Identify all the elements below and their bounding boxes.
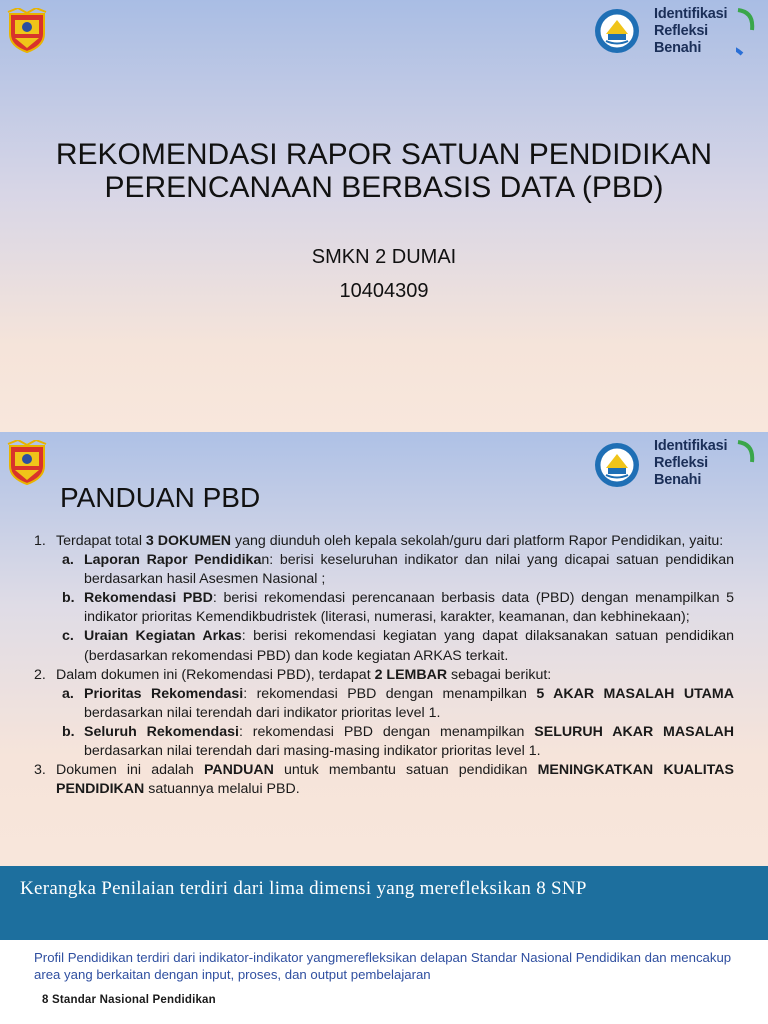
sub-item: c. Uraian Kegiatan Arkas: berisi rekomendasi kegiatan yang dapat dilaksanakan satuan pendidikan (berdasarkan rekomendasi PBD) dan kode kegiatan ARKAS terkait. [62,628,734,664]
sub-item: b. Seluruh Rekomendasi: rekomendasi PBD dengan menampilkan SELURUH AKAR MASALAH berdasarkan nilai terendah dari masing-masing indikator prioritas level 1. [62,723,734,760]
item-text: Dokumen ini adalah PANDUAN untuk membantu satuan pendidikan MENINGKATKAN KUALITAS PENDIDIKAN satuannya melalui PBD. [56,762,734,798]
sub-item: a. Laporan Rapor Pendidikan: berisi keseluruhan indikator dan nilai yang dicapai satuan pendidikan berdasarkan hasil Asesmen Nasional ; [62,552,734,588]
guide-slide [0,432,768,866]
cover-title-line1: REKOMENDASI RAPOR SATUAN PENDIDIKAN [55,138,713,171]
irb-swoosh-icon [736,440,756,490]
regional-crest-icon [6,440,48,486]
sub-item: a. Prioritas Rekomendasi: rekomendasi PBD dengan menampilkan 5 AKAR MASALAH UTAMA berdasarkan nilai terendah dari indikator prioritas level 1. [62,685,734,721]
item-text: Terdapat total 3 DOKUMEN yang diunduh oleh kepala sekolah/guru dari platform Rapor Pendidikan, yaitu: [56,533,724,549]
framework-slide [0,866,768,1024]
regional-crest-icon [6,8,48,54]
brand-line3: Benahi [654,40,702,56]
brand-line3: Benahi [654,472,702,488]
brand-line2: Refleksi [654,455,709,471]
framework-description: Profil Pendidikan terdiri dari indikator-indikator yangmerefleksikan delapan Standar Nasional Pendidikan dan mencakup area yang berkaitan dengan input, proses, dan output pembelajaran [34,950,732,982]
cover-title-line2: PERENCANAAN BERBASIS DATA (PBD) [104,171,664,204]
brand-line2: Refleksi [654,23,709,39]
item-number: 1. [34,533,46,549]
irb-brand-logo [654,438,754,496]
item-number: 3. [34,762,46,779]
list-item [34,666,734,685]
cover-title [0,138,768,204]
framework-banner [0,866,768,940]
school-name: SMKN 2 DUMAI [311,246,457,268]
school-code: 10404309 [339,280,429,302]
list-item [34,532,734,551]
standards-label: 8 Standar Nasional Pendidikan [42,994,216,1006]
item-number: 2. [34,666,46,683]
list-item [34,761,734,799]
guide-heading: PANDUAN PBD [60,482,261,513]
brand-line1: Identifikasi [654,438,728,454]
brand-line1: Identifikasi [654,6,728,22]
sub-item: b. Rekomendasi PBD: berisi rekomendasi perencanaan berbasis data (PBD) dengan menampilkan 5 indikator prioritas Kemendikbudristek (literasi, numerasi, karakter, keamanan, dan kebhinekaan); [62,590,734,626]
kemendikbud-logo-icon [594,442,640,488]
item-text: Dalam dokumen ini (Rekomendasi PBD), terdapat 2 LEMBAR sebagai berikut: [56,666,552,683]
kemendikbud-logo-icon [594,8,640,54]
irb-swoosh-icon [736,8,756,58]
cover-slide [0,0,768,432]
framework-banner-title: Kerangka Penilaian terdiri dari lima dimensi yang merefleksikan 8 SNP [20,878,587,899]
guide-content [34,532,734,799]
irb-brand-logo [654,6,754,64]
